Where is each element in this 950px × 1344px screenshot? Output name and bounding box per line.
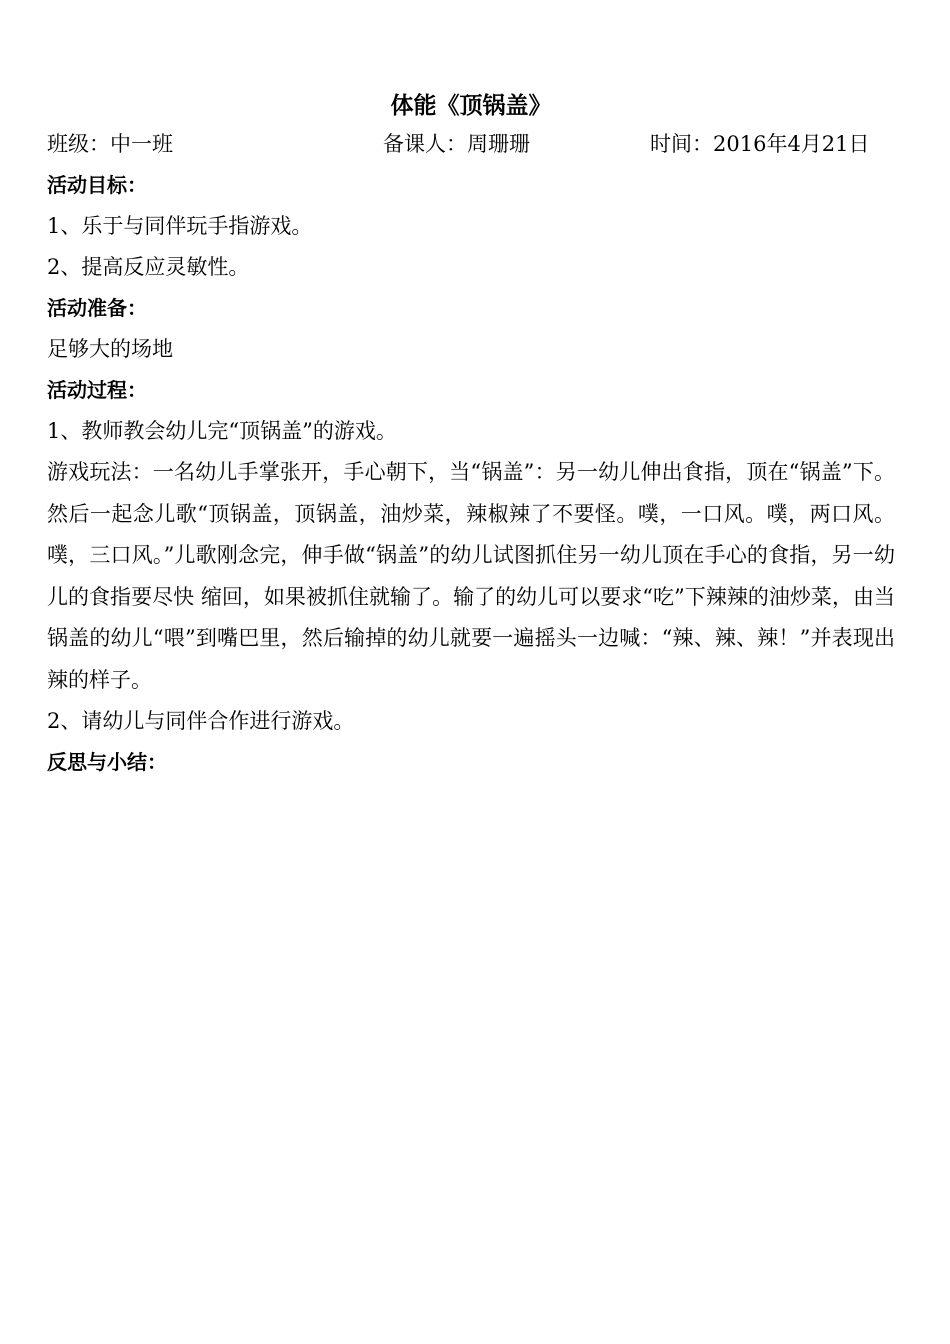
document-title: 体能《顶锅盖》 xyxy=(390,93,552,119)
teacher-info: 备课人：周珊珊 xyxy=(383,132,530,156)
preparation-text: 足够大的场地 xyxy=(47,337,173,361)
goal-item: 2、提高反应灵敏性。 xyxy=(47,255,250,279)
process-heading: 活动过程： xyxy=(47,378,147,402)
process-section xyxy=(47,370,895,742)
preparation-section xyxy=(47,288,895,370)
document-page xyxy=(47,88,895,783)
lesson-meta xyxy=(47,124,895,165)
reflection-heading: 反思与小结： xyxy=(47,750,167,774)
process-step-1: 1、教师教会幼儿完“顶锅盖”的游戏。 xyxy=(47,419,397,443)
goals-heading: 活动目标： xyxy=(47,173,147,197)
game-rules-paragraph: 游戏玩法：一名幼儿手掌张开，手心朝下，当“锅盖”：另一幼儿伸出食指，顶在“锅盖”下。然后一起念儿歌“顶锅盖，顶锅盖，油炒菜，辣椒辣了不要怪。噗，一口风。噗，两口风。噗，三口风。”儿歌刚念完，伸手做“锅盖”的幼儿试图抓住另一幼儿顶在手心的食指，另一幼儿的食指要尽快 缩回，如果被抓住就输了。输了的幼儿可以要求“吃”下辣辣的油炒菜，由当锅盖的幼儿“喂”到嘴巴里，然后输掉的幼儿就要一遍摇头一边喊：“辣、辣、辣！”并表现出辣的样子。 xyxy=(47,460,895,692)
goal-item: 1、乐于与同伴玩手指游戏。 xyxy=(47,214,313,238)
date-info: 时间：2016年4月21日 xyxy=(650,132,870,156)
process-step-2: 2、请幼儿与同伴合作进行游戏。 xyxy=(47,709,355,733)
goals-section xyxy=(47,165,895,288)
class-info: 班级：中一班 xyxy=(47,132,173,156)
preparation-heading: 活动准备： xyxy=(47,296,147,320)
reflection-section xyxy=(47,742,895,783)
